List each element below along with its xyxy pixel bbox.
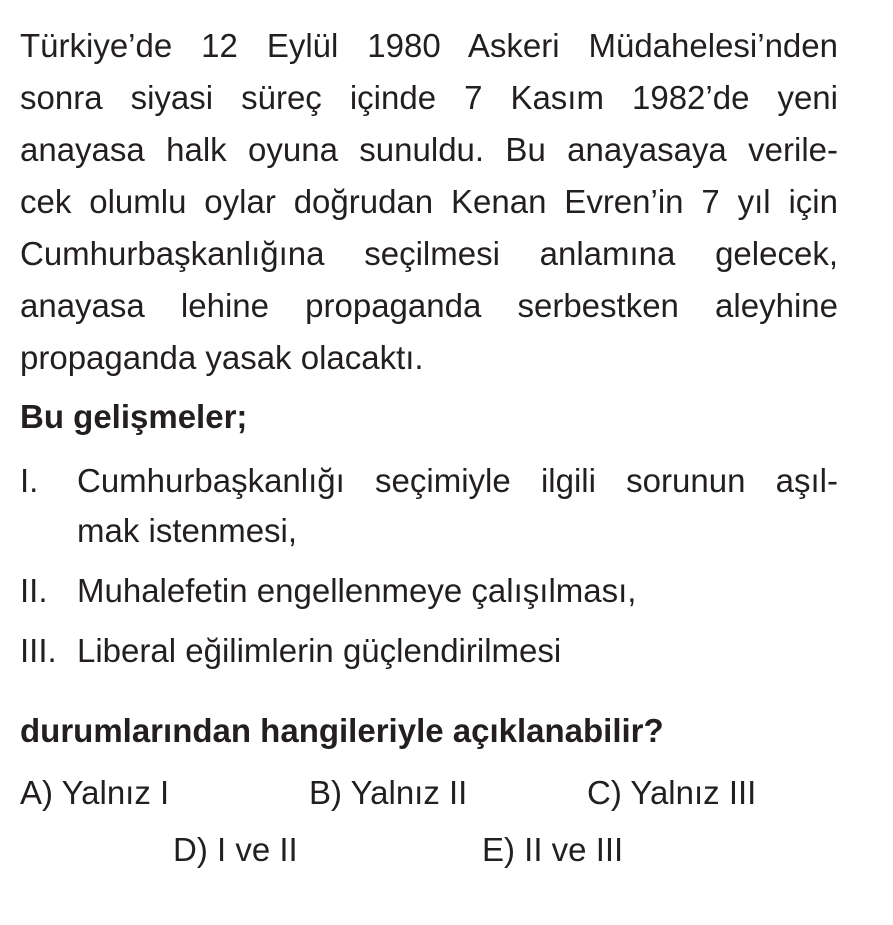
passage-line: Cumhurbaşkanlığına seçilmesi anlamına gelecek, xyxy=(20,235,838,272)
statement-number: I. xyxy=(20,462,39,499)
passage-line: cek olumlu oylar doğrudan Kenan Evren’in 7 yıl için xyxy=(20,183,838,220)
passage-line: sonra siyasi süreç içinde 7 Kasım 1982’de yeni xyxy=(20,79,838,116)
statement-list xyxy=(20,456,838,676)
answer-option-e[interactable]: E) II ve III xyxy=(482,831,624,868)
statement-item xyxy=(20,626,838,676)
statement-text: mak istenmesi, xyxy=(77,512,298,549)
question-passage xyxy=(20,20,838,384)
answer-option-a[interactable]: A) Yalnız I xyxy=(20,774,170,811)
answer-option-d[interactable]: D) I ve II xyxy=(173,831,298,868)
statement-text: Muhalefetin engellenmeye çalışılması, xyxy=(77,572,637,609)
statement-item xyxy=(20,456,838,556)
passage-line: anayasa lehine propaganda serbestken aleyhine xyxy=(20,287,838,324)
statement-text: Liberal eğilimlerin güçlendirilmesi xyxy=(77,632,562,669)
passage-line: propaganda yasak olacaktı. xyxy=(20,339,424,376)
question-page xyxy=(20,20,838,913)
answer-options xyxy=(20,773,838,913)
statement-text: Cumhurbaşkanlığı seçimiyle ilgili sorunun aşıl- xyxy=(77,462,838,499)
statement-number: III. xyxy=(20,632,57,669)
passage-line: anayasa halk oyuna sunuldu. Bu anayasaya verile- xyxy=(20,131,838,168)
answer-option-b[interactable]: B) Yalnız II xyxy=(309,774,468,811)
passage-line: Türkiye’de 12 Eylül 1980 Askeri Müdahelesi’nden xyxy=(20,27,838,64)
question-prompt: Bu gelişmeler; xyxy=(20,398,248,435)
question-stem: durumlarından hangileriyle açıklanabilir? xyxy=(20,712,664,749)
statement-item xyxy=(20,566,838,616)
answer-option-c[interactable]: C) Yalnız III xyxy=(587,774,757,811)
statement-number: II. xyxy=(20,572,48,609)
